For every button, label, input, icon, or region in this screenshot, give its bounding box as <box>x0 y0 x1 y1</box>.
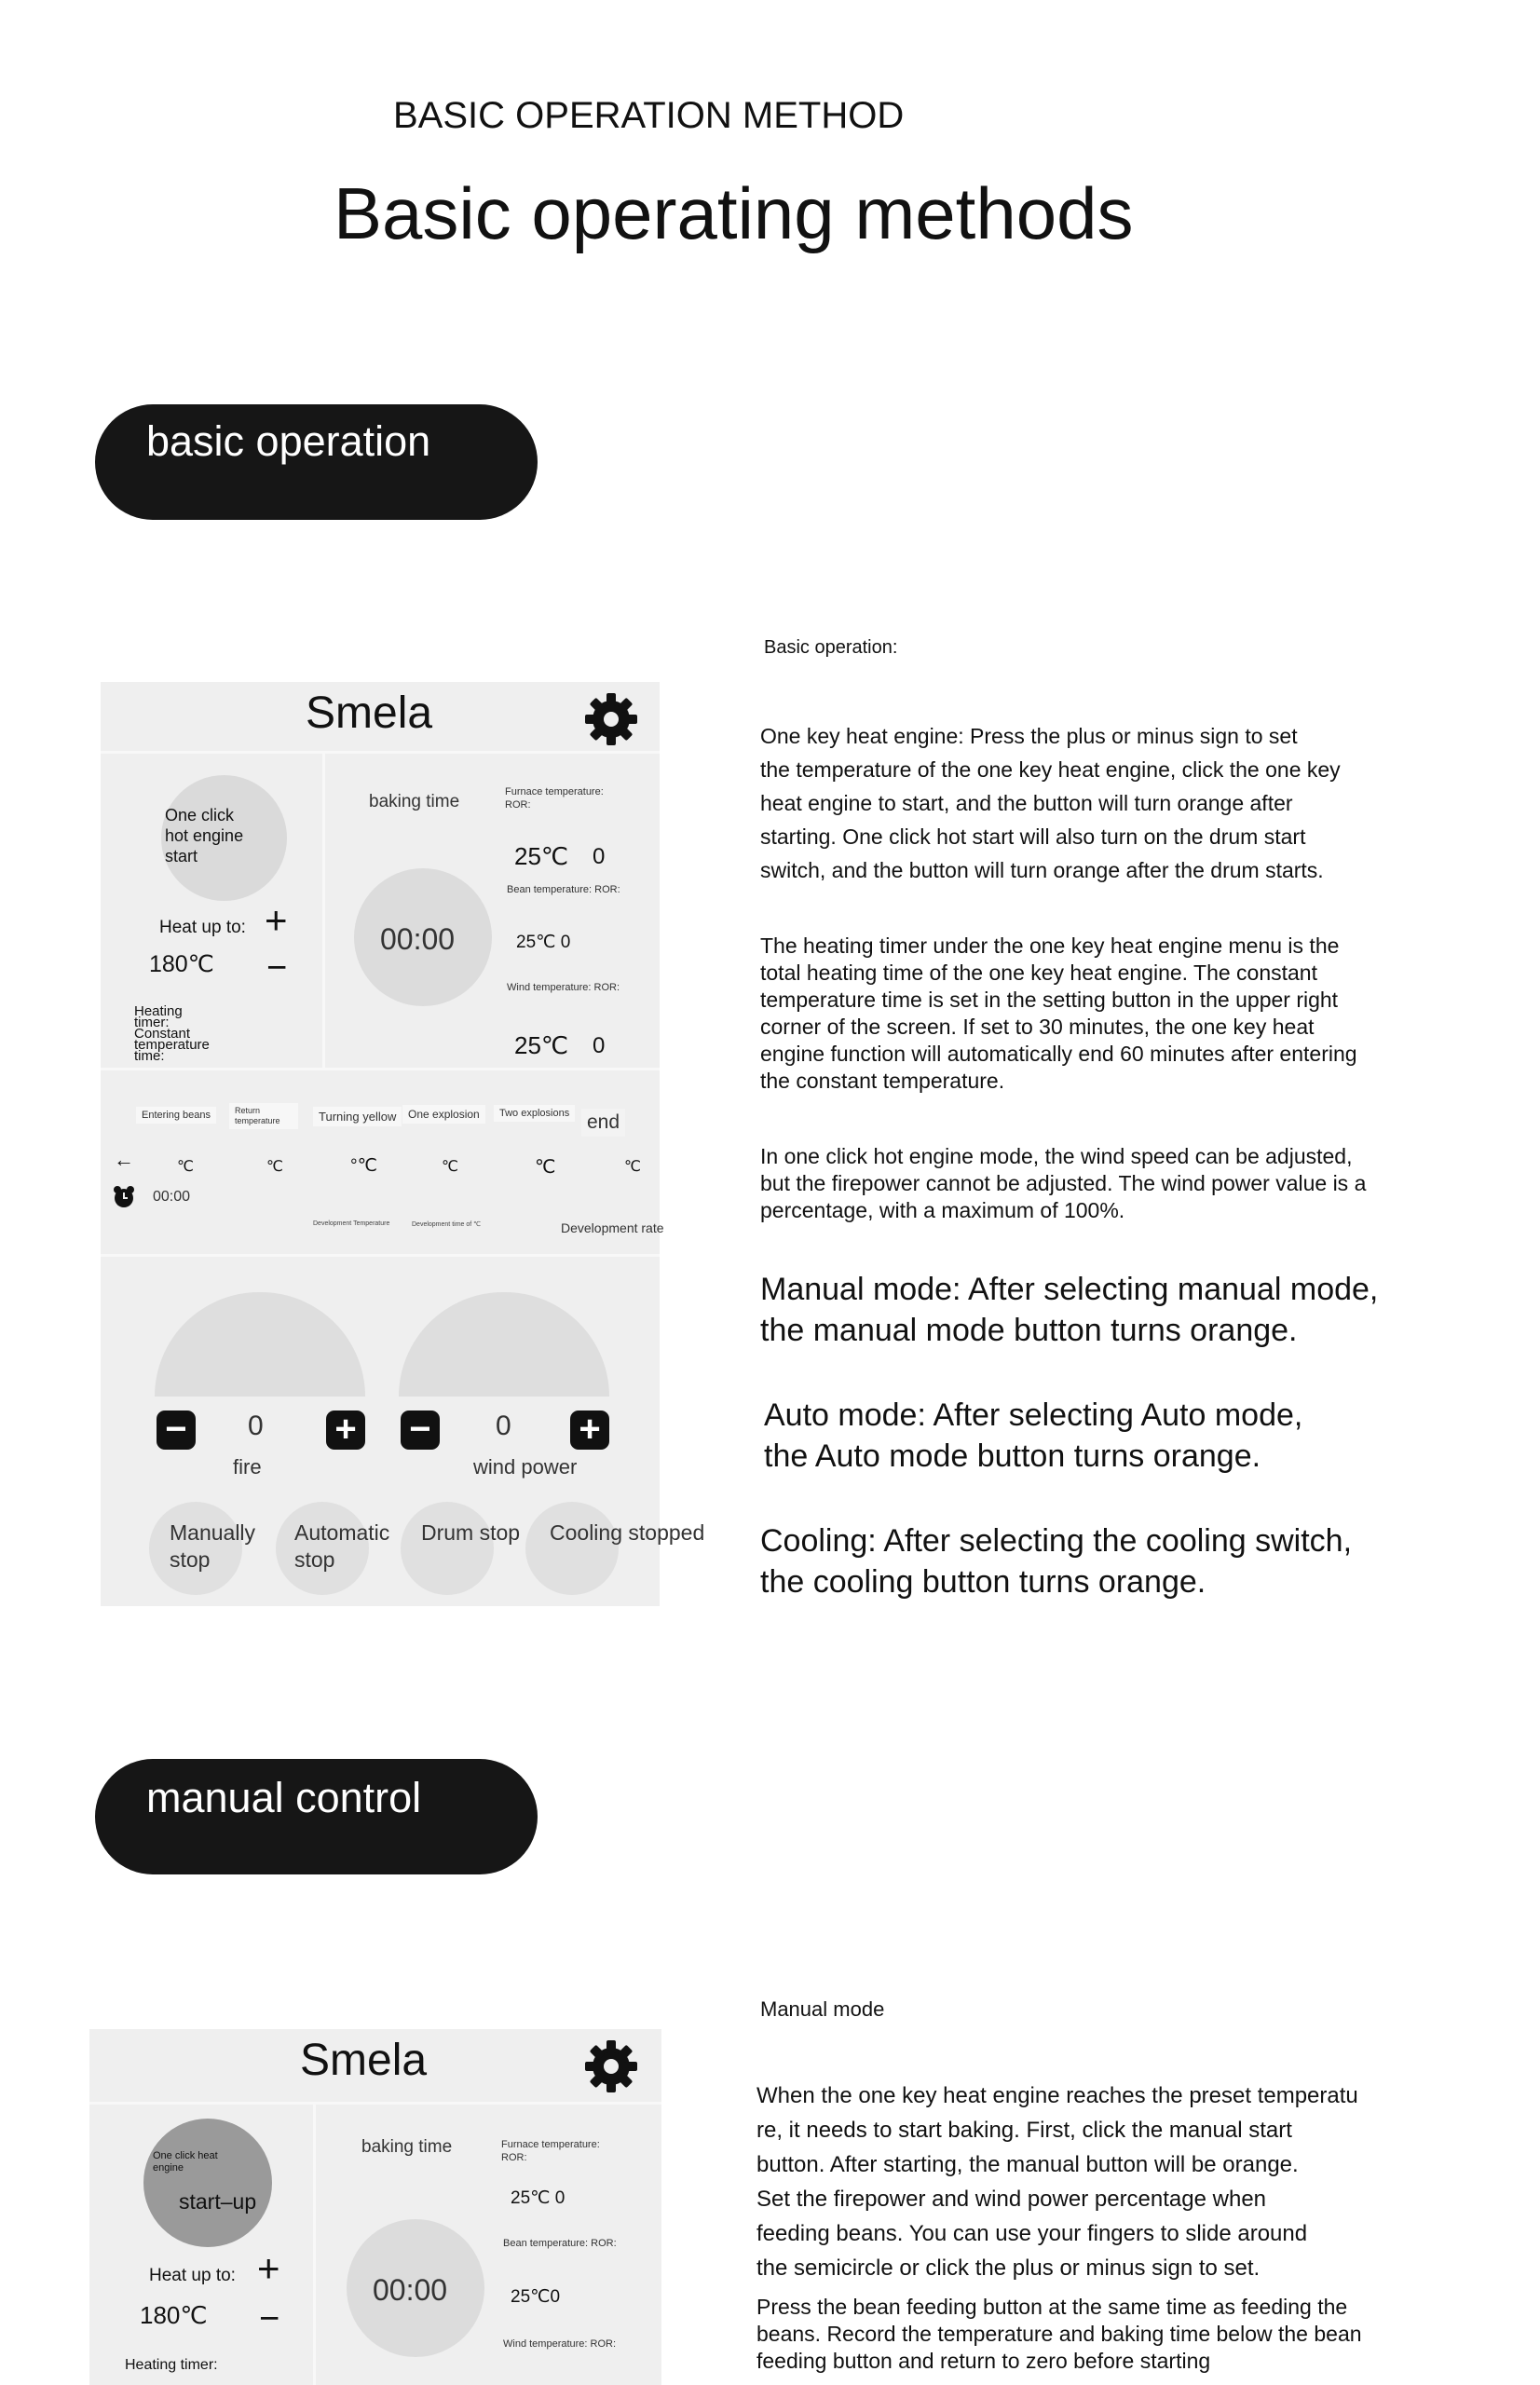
manual-mode-paragraph: When the one key heat engine reaches the preset temperatu re, it needs to start baking. First, click the manual start button. After starting, the manual button will be orange. Set the firepower and wind power percentage when feeding beans. You can use your fingers to slide around the semicircle or click the plus or minus sign to set. <box>756 2083 1358 2281</box>
wind-plus-button[interactable]: + <box>570 1411 609 1450</box>
heat-up-plus-button-2[interactable]: + <box>257 2246 280 2290</box>
one-click-label-small: One click heat engine <box>153 2150 218 2174</box>
cooling-stop-button[interactable] <box>525 1502 619 1595</box>
furnace-ror-value: 0 <box>593 844 606 869</box>
one-key-paragraph: One key heat engine: Press the plus or minus sign to set the temperature of the one key heat engine, click the one key heat engine to start, and the button will turn orange after starting. One click hot start will also turn on the drum start switch, and the button will turn orange after the drum starts. <box>760 724 1341 882</box>
stage-unit-5: ℃ <box>535 1157 556 1178</box>
wind-speed-paragraph: In one click hot engine mode, the wind speed can be adjusted, but the firepower cannot be adjusted. The wind power value is a percentage, with a maximum of 100%. <box>760 1144 1367 1222</box>
app-title-2: Smela <box>300 2036 428 2085</box>
heating-timer-paragraph: The heating timer under the one key heat engine menu is the total heating time of the one key heat engine. The constant temperature time is set in the setting button in the upper right corner of the screen. If set to 30 minutes, the one key heat engine function will automatically end 60 minutes after entering the constant temperature. <box>760 934 1357 1093</box>
wind-power-value: 0 <box>496 1411 511 1441</box>
heat-up-minus-button[interactable]: − <box>266 948 288 988</box>
drum-stop-button[interactable] <box>401 1502 494 1595</box>
furnace-temp-label: Furnace temperature: ROR: <box>505 786 604 811</box>
stage-unit-3: °℃ <box>350 1156 377 1176</box>
gear-icon[interactable] <box>583 2038 639 2094</box>
startup-label: start–up <box>179 2189 257 2214</box>
furnace-temp-value-2: 25℃ 0 <box>511 2188 566 2208</box>
bean-temp-value: 25℃ 0 <box>516 933 571 952</box>
stage-timer-value: 00:00 <box>153 1189 191 1205</box>
bean-feeding-paragraph: Press the bean feeding button at the same time as feeding the beans. Record the temperature and baking time below the bean feeding button and return to zero before starting <box>756 2295 1362 2373</box>
cooling-stop-label: Cooling stopped <box>550 1520 705 1545</box>
page-subtitle: BASIC OPERATION METHOD <box>393 95 905 136</box>
auto-stop-label-2: stop <box>294 1547 335 1572</box>
dev-rate-label: Development rate <box>561 1220 664 1235</box>
auto-stop-label-1: Automatic <box>294 1520 390 1545</box>
wind-minus-button[interactable]: − <box>401 1411 440 1450</box>
stage-turning-yellow[interactable]: Turning yellow <box>313 1107 402 1126</box>
stage-entering-beans[interactable]: Entering beans <box>136 1107 216 1124</box>
section-basic-operation-label: basic operation <box>146 417 431 465</box>
page-title: Basic operating methods <box>334 172 1134 254</box>
heating-timer-label-2: Heating timer: <box>125 2357 218 2373</box>
fire-slider[interactable] <box>155 1292 365 1397</box>
stage-return-temperature[interactable]: Return temperature <box>229 1103 298 1129</box>
fire-plus-button[interactable]: + <box>326 1411 365 1450</box>
manual-mode-heading: Manual mode <box>760 1997 885 2021</box>
section-manual-control <box>95 1759 538 1874</box>
fire-label: fire <box>233 1455 262 1479</box>
bean-temp-label: Bean temperature: ROR: <box>507 884 620 895</box>
furnace-temp-label-2: Furnace temperature: ROR: <box>501 2139 600 2163</box>
fire-minus-button[interactable]: − <box>157 1411 196 1450</box>
heat-up-label: Heat up to: <box>159 918 246 937</box>
basic-operation-heading: Basic operation: <box>764 637 898 658</box>
one-click-label-1: One click <box>165 806 235 825</box>
manual-mode-note: Manual mode: After selecting manual mode, the manual mode button turns orange. <box>760 1272 1379 1348</box>
baking-time-label: baking time <box>369 792 460 811</box>
stage-unit-6: ℃ <box>624 1159 641 1175</box>
wind-power-label: wind power <box>473 1455 578 1479</box>
dev-temperature-label: Development Temperature <box>313 1220 390 1227</box>
heat-up-plus-button[interactable]: + <box>265 898 288 942</box>
wind-temp-label-2: Wind temperature: ROR: <box>503 2338 617 2350</box>
manual-stop-label-2: stop <box>170 1547 211 1572</box>
heating-timer-label: Heating timer: Constant temperature time: <box>134 1003 210 1064</box>
one-click-label-3: start <box>165 847 198 865</box>
baking-time-value: 00:00 <box>380 922 456 956</box>
app-title: Smela <box>306 688 433 738</box>
heat-up-minus-button-2[interactable]: − <box>259 2299 280 2338</box>
furnace-temp-value: 25℃ <box>514 842 569 870</box>
stage-one-explosion[interactable]: One explosion <box>402 1105 485 1124</box>
wind-temp-value: 25℃ <box>514 1031 569 1059</box>
one-click-start-button-active[interactable] <box>143 2119 272 2247</box>
baking-time-label-2: baking time <box>361 2137 453 2157</box>
manual-stop-label-1: Manually <box>170 1520 256 1545</box>
alarm-clock-icon <box>112 1185 136 1209</box>
gear-icon[interactable] <box>583 691 639 747</box>
bean-temp-label-2: Bean temperature: ROR: <box>503 2238 617 2249</box>
back-arrow-icon[interactable]: ← <box>114 1148 134 1171</box>
wind-power-slider[interactable] <box>399 1292 609 1397</box>
stage-end[interactable]: end <box>581 1109 625 1137</box>
stage-unit-4: ℃ <box>442 1159 458 1175</box>
baking-time-value-2: 00:00 <box>373 2273 448 2307</box>
app-screen-2 <box>89 2029 661 2385</box>
heat-up-value-2: 180℃ <box>140 2301 208 2329</box>
wind-temp-label: Wind temperature: ROR: <box>507 982 620 993</box>
stage-unit-1: ℃ <box>177 1159 194 1175</box>
cooling-note: Cooling: After selecting the cooling switch, the cooling button turns orange. <box>760 1523 1353 1600</box>
section-manual-control-label: manual control <box>146 1774 422 1821</box>
bean-temp-value-2: 25℃0 <box>511 2287 561 2307</box>
section-basic-operation <box>95 404 538 520</box>
app-screen-1 <box>101 682 705 1606</box>
auto-mode-note: Auto mode: After selecting Auto mode, the Auto mode button turns orange. <box>764 1397 1303 1474</box>
heat-up-value: 180℃ <box>149 951 214 977</box>
dev-time-label: Development time of ℃ <box>412 1221 482 1228</box>
drum-stop-label: Drum stop <box>421 1520 521 1545</box>
fire-value: 0 <box>248 1411 264 1441</box>
wind-ror-value: 0 <box>593 1033 606 1058</box>
one-click-label-2: hot engine <box>165 826 244 845</box>
stage-two-explosions[interactable]: Two explosions <box>494 1105 575 1122</box>
stage-unit-2: ℃ <box>266 1159 283 1175</box>
heat-up-label-2: Heat up to: <box>149 2266 236 2285</box>
